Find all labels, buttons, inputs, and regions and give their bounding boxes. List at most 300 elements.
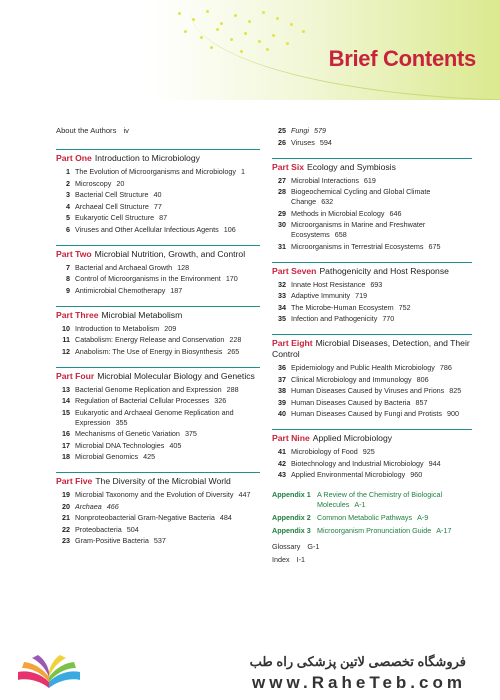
page-title: Brief Contents bbox=[328, 46, 476, 71]
index-label: Index bbox=[272, 555, 290, 564]
footer-banner bbox=[0, 646, 500, 700]
chapter-number: 6 bbox=[66, 224, 70, 234]
chapter-number: 15 bbox=[62, 407, 70, 417]
appendix-title: A Review of the Chemistry of Biological Molecules bbox=[317, 490, 443, 509]
chapter-title: Fungi bbox=[291, 126, 309, 135]
chapter-text bbox=[75, 324, 260, 334]
chapter-entry[interactable] bbox=[272, 176, 472, 186]
decorative-dot bbox=[220, 22, 223, 25]
chapter-number: 41 bbox=[278, 447, 286, 456]
part-label: Part One bbox=[56, 153, 92, 163]
chapter-number: 12 bbox=[62, 346, 70, 356]
part-section bbox=[56, 245, 260, 296]
chapter-number: 3 bbox=[66, 190, 70, 199]
book-logo-icon bbox=[14, 652, 84, 694]
chapter-title: Biotechnology and Industrial Microbiology bbox=[291, 458, 424, 468]
chapter-entry[interactable] bbox=[272, 280, 472, 290]
part-section bbox=[272, 429, 472, 480]
chapter-number: 34 bbox=[278, 302, 286, 312]
glossary-entry[interactable] bbox=[272, 542, 472, 552]
chapter-entry[interactable] bbox=[56, 213, 260, 223]
chapter-title: Archaeal Cell Structure bbox=[75, 201, 149, 211]
decorative-dot bbox=[210, 46, 213, 49]
chapter-number: 32 bbox=[278, 279, 286, 289]
chapter-text bbox=[75, 263, 260, 273]
part-heading[interactable] bbox=[56, 245, 260, 260]
chapter-page: 658 bbox=[334, 230, 347, 239]
right-parts-list bbox=[272, 158, 472, 481]
chapter-title: Methods in Microbial Ecology bbox=[291, 208, 385, 218]
chapter-entry[interactable] bbox=[272, 303, 472, 313]
chapter-title: Bacterial and Archaeal Growth bbox=[75, 262, 173, 272]
chapter-title: Microscopy bbox=[75, 178, 112, 188]
chapter-entry[interactable] bbox=[272, 470, 472, 480]
part-title: Applied Microbiology bbox=[312, 433, 393, 443]
chapter-title: Human Diseases Caused by Viruses and Prions bbox=[291, 386, 445, 395]
chapter-page: 209 bbox=[164, 323, 177, 333]
part-section bbox=[272, 262, 472, 325]
store-name: فروشگاه تخصصی لاتین پزشکی راه طب bbox=[249, 654, 466, 669]
chapter-text bbox=[291, 280, 472, 290]
back-matter bbox=[272, 542, 472, 565]
appendix-page: A-9 bbox=[417, 513, 429, 522]
chapter-entry[interactable] bbox=[56, 347, 260, 357]
chapter-title: Anabolism: The Use of Energy in Biosynthesis bbox=[75, 346, 223, 356]
part-heading[interactable] bbox=[56, 306, 260, 321]
chapter-title: Microbial Taxonomy and the Evolution of Diversity bbox=[75, 490, 234, 499]
chapter-text bbox=[291, 291, 472, 301]
chapter-number: 19 bbox=[62, 490, 70, 499]
chapter-text bbox=[291, 459, 472, 469]
appendix-label: Appendix 3 bbox=[272, 526, 311, 535]
chapter-page: 825 bbox=[449, 386, 462, 395]
chapter-entry[interactable] bbox=[56, 513, 260, 523]
chapter-page: 87 bbox=[159, 213, 168, 222]
decorative-dot bbox=[184, 30, 187, 33]
chapter-page: 632 bbox=[321, 197, 334, 206]
chapter-text bbox=[75, 513, 260, 523]
chapter-text bbox=[75, 347, 260, 357]
decorative-dot bbox=[266, 48, 269, 51]
part-title: Ecology and Symbiosis bbox=[307, 161, 396, 172]
part-heading[interactable] bbox=[272, 262, 472, 277]
chapter-text bbox=[75, 408, 260, 428]
chapter-page: 170 bbox=[225, 274, 238, 283]
chapter-text bbox=[291, 386, 472, 396]
chapter-title: Viruses and Other Acellular Infectious Agents bbox=[75, 224, 219, 234]
chapter-entry[interactable] bbox=[272, 291, 472, 301]
chapter-page: 857 bbox=[415, 397, 428, 407]
chapter-number: 4 bbox=[66, 201, 70, 211]
chapter-text bbox=[291, 314, 472, 324]
appendix-label: Appendix 1 bbox=[272, 490, 311, 499]
chapter-entry[interactable] bbox=[272, 209, 472, 219]
chapter-title: Eukaryotic and Archaeal Genome Replication and Expression bbox=[75, 407, 234, 427]
glossary-page: G-1 bbox=[307, 542, 320, 551]
chapter-page: 537 bbox=[153, 536, 166, 545]
chapter-number: 13 bbox=[62, 384, 70, 394]
glossary-label: Glossary bbox=[272, 542, 301, 551]
part-section bbox=[56, 306, 260, 357]
chapter-title: Eukaryotic Cell Structure bbox=[75, 213, 155, 222]
chapter-entry[interactable] bbox=[56, 190, 260, 200]
chapter-text bbox=[291, 363, 472, 373]
chapter-entry[interactable] bbox=[56, 263, 260, 273]
chapter-entry[interactable] bbox=[56, 274, 260, 284]
chapter-page: 675 bbox=[428, 241, 441, 251]
chapter-number: 9 bbox=[66, 285, 70, 295]
part-label: Part Six bbox=[272, 161, 305, 172]
decorative-dot bbox=[258, 40, 261, 43]
chapter-number: 40 bbox=[278, 409, 286, 418]
chapter-page: 944 bbox=[428, 458, 441, 468]
chapter-number: 31 bbox=[278, 241, 286, 251]
chapter-text bbox=[291, 303, 472, 313]
index-entry[interactable] bbox=[272, 555, 472, 565]
chapter-text bbox=[291, 187, 472, 207]
part-label: Part Nine bbox=[272, 433, 310, 443]
chapter-text bbox=[75, 213, 260, 223]
chapter-title: Control of Microorganisms in the Environment bbox=[75, 274, 221, 283]
chapter-title: Gram-Positive Bacteria bbox=[75, 536, 149, 545]
about-label: About the Authors bbox=[56, 126, 117, 135]
part-section bbox=[56, 149, 260, 235]
chapter-title: Bacterial Cell Structure bbox=[75, 190, 149, 199]
chapter-title: The Microbe-Human Ecosystem bbox=[291, 302, 394, 312]
chapter-number: 22 bbox=[62, 524, 70, 534]
chapter-title: Archaea bbox=[75, 501, 102, 511]
appendix-page: A-1 bbox=[354, 500, 366, 509]
part-section bbox=[272, 158, 472, 252]
page-header bbox=[0, 0, 500, 100]
chapter-number: 21 bbox=[62, 513, 70, 522]
chapter-text bbox=[75, 525, 260, 535]
decorative-dot bbox=[200, 36, 203, 39]
chapter-entry[interactable] bbox=[272, 386, 472, 396]
chapter-title: Antimicrobial Chemotherapy bbox=[75, 285, 166, 295]
chapter-number: 26 bbox=[278, 137, 286, 147]
chapter-page: 425 bbox=[143, 452, 156, 461]
appendix-label: Appendix 2 bbox=[272, 513, 311, 522]
chapter-title: Microbial Interactions bbox=[291, 175, 359, 185]
chapter-text bbox=[75, 441, 260, 451]
appendix-entry[interactable] bbox=[272, 513, 472, 523]
chapter-number: 16 bbox=[62, 429, 70, 438]
chapter-page: 326 bbox=[214, 396, 227, 405]
chapter-entry[interactable] bbox=[272, 220, 472, 240]
chapter-page: 20 bbox=[116, 178, 125, 188]
chapter-entry[interactable] bbox=[56, 396, 260, 406]
chapter-number: 2 bbox=[66, 178, 70, 188]
decorative-dot bbox=[234, 14, 237, 17]
chapter-entry[interactable] bbox=[272, 363, 472, 373]
chapter-page: 719 bbox=[355, 291, 368, 300]
chapter-entry[interactable] bbox=[56, 324, 260, 334]
chapter-text bbox=[75, 335, 260, 345]
part-heading[interactable] bbox=[56, 149, 260, 164]
chapter-page: 594 bbox=[319, 137, 332, 147]
part-heading[interactable] bbox=[56, 472, 260, 487]
chapter-page: 128 bbox=[177, 262, 190, 272]
chapter-text bbox=[75, 502, 260, 512]
chapter-title: Microorganisms in Terrestrial Ecosystems bbox=[291, 241, 424, 251]
part-section bbox=[56, 367, 260, 463]
part-label: Part Five bbox=[56, 476, 93, 486]
chapter-page: 646 bbox=[389, 208, 402, 218]
chapter-text bbox=[75, 396, 260, 406]
chapter-number: 39 bbox=[278, 397, 286, 407]
chapter-number: 1 bbox=[66, 167, 70, 176]
chapter-entry[interactable] bbox=[272, 138, 472, 148]
continued-chapters bbox=[272, 126, 472, 148]
chapter-text bbox=[291, 470, 472, 480]
chapter-number: 18 bbox=[62, 452, 70, 461]
chapter-entry[interactable] bbox=[56, 502, 260, 512]
decorative-dot bbox=[216, 28, 219, 31]
chapter-title: Infection and Pathogenicity bbox=[291, 314, 378, 323]
appendix-entry[interactable] bbox=[272, 526, 472, 536]
chapter-page: 187 bbox=[170, 285, 183, 295]
chapter-page: 579 bbox=[313, 126, 326, 135]
decorative-dot bbox=[276, 17, 279, 20]
chapter-text bbox=[75, 179, 260, 189]
chapter-number: 33 bbox=[278, 291, 286, 300]
part-heading[interactable] bbox=[272, 429, 472, 444]
chapter-text bbox=[291, 398, 472, 408]
chapter-page: 925 bbox=[362, 447, 375, 456]
chapter-number: 38 bbox=[278, 386, 286, 395]
chapter-number: 5 bbox=[66, 213, 70, 222]
part-title: Introduction to Microbiology bbox=[94, 153, 200, 163]
part-label: Part Four bbox=[56, 370, 95, 381]
part-label: Part Seven bbox=[272, 265, 317, 276]
chapter-number: 29 bbox=[278, 208, 286, 218]
chapter-number: 7 bbox=[66, 262, 70, 272]
chapter-page: 77 bbox=[153, 201, 162, 211]
chapter-entry[interactable] bbox=[56, 179, 260, 189]
chapter-number: 30 bbox=[278, 220, 286, 229]
chapter-page: 355 bbox=[115, 417, 128, 427]
chapter-title: Bacterial Genome Replication and Expression bbox=[75, 384, 222, 394]
appendix-text bbox=[317, 490, 472, 510]
chapter-number: 25 bbox=[278, 126, 286, 135]
decorative-dot bbox=[206, 10, 209, 13]
chapter-page: 960 bbox=[410, 470, 423, 479]
part-title: The Diversity of the Microbial World bbox=[95, 476, 231, 486]
chapter-title: Human Diseases Caused by Fungi and Protists bbox=[291, 409, 443, 418]
chapter-entry[interactable] bbox=[56, 525, 260, 535]
chapter-text bbox=[291, 409, 472, 419]
chapter-entry[interactable] bbox=[272, 398, 472, 408]
chapter-text bbox=[291, 176, 472, 186]
chapter-text bbox=[291, 138, 472, 148]
part-title: Microbial Metabolism bbox=[101, 309, 183, 320]
chapter-entry[interactable] bbox=[56, 225, 260, 235]
chapter-entry[interactable] bbox=[272, 459, 472, 469]
chapter-entry[interactable] bbox=[56, 441, 260, 451]
part-heading[interactable] bbox=[56, 367, 260, 382]
chapter-text bbox=[75, 274, 260, 284]
chapter-number: 42 bbox=[278, 458, 286, 468]
chapter-text bbox=[75, 167, 260, 177]
decorative-dot bbox=[178, 12, 181, 15]
chapter-title: Catabolism: Energy Release and Conservation bbox=[75, 335, 225, 344]
chapter-text bbox=[75, 452, 260, 462]
chapter-title: Regulation of Bacterial Cellular Processes bbox=[75, 396, 210, 405]
chapter-number: 36 bbox=[278, 363, 286, 372]
decorative-dot bbox=[302, 30, 305, 33]
chapter-title: Proteobacteria bbox=[75, 524, 122, 534]
chapter-text bbox=[75, 286, 260, 296]
chapter-page: 900 bbox=[447, 409, 460, 418]
decorative-dot bbox=[262, 11, 265, 14]
chapter-number: 14 bbox=[62, 396, 70, 405]
chapter-number: 28 bbox=[278, 187, 286, 196]
appendix-entry[interactable] bbox=[272, 490, 472, 510]
decorative-dot bbox=[248, 20, 251, 23]
decorative-dot bbox=[192, 18, 195, 21]
chapter-text bbox=[75, 536, 260, 546]
chapter-number: 27 bbox=[278, 175, 286, 185]
chapter-entry[interactable] bbox=[56, 429, 260, 439]
chapter-page: 484 bbox=[219, 513, 232, 522]
chapter-page: 288 bbox=[226, 384, 239, 394]
appendix-title: Common Metabolic Pathways bbox=[317, 513, 413, 522]
chapter-text bbox=[75, 429, 260, 439]
chapter-entry[interactable] bbox=[272, 409, 472, 419]
chapter-page: 504 bbox=[126, 524, 139, 534]
part-heading[interactable] bbox=[272, 158, 472, 173]
chapter-title: Epidemiology and Public Health Microbiology bbox=[291, 363, 435, 372]
appendix-page: A-17 bbox=[436, 526, 452, 535]
right-column bbox=[272, 126, 472, 568]
decorative-dots bbox=[170, 8, 320, 68]
chapter-number: 37 bbox=[278, 374, 286, 384]
chapter-title: Microorganisms in Marine and Freshwater Ecosystems bbox=[291, 220, 426, 239]
chapter-number: 10 bbox=[62, 323, 70, 333]
part-label: Part Eight bbox=[272, 338, 313, 348]
chapter-text bbox=[291, 447, 472, 457]
chapter-title: Innate Host Resistance bbox=[291, 279, 366, 289]
part-heading[interactable] bbox=[272, 334, 472, 360]
chapter-entry[interactable] bbox=[272, 375, 472, 385]
chapter-text bbox=[75, 490, 260, 500]
chapter-text bbox=[75, 225, 260, 235]
decorative-dot bbox=[244, 32, 247, 35]
chapter-entry[interactable] bbox=[56, 536, 260, 546]
chapter-text bbox=[75, 190, 260, 200]
chapter-page: 806 bbox=[416, 374, 429, 384]
chapter-page: 228 bbox=[229, 335, 242, 344]
chapter-entry[interactable] bbox=[272, 314, 472, 324]
about-authors-entry[interactable] bbox=[56, 126, 260, 135]
store-url[interactable]: www.RaheTeb.com bbox=[252, 673, 466, 692]
chapter-title: Introduction to Metabolism bbox=[75, 323, 160, 333]
index-page: I-1 bbox=[296, 555, 305, 564]
part-section bbox=[272, 334, 472, 419]
chapter-page: 447 bbox=[238, 490, 251, 499]
chapter-entry[interactable] bbox=[56, 385, 260, 395]
part-label: Part Three bbox=[56, 309, 99, 320]
chapter-number: 23 bbox=[62, 536, 70, 545]
chapter-page: 619 bbox=[363, 175, 376, 185]
chapter-entry[interactable] bbox=[272, 126, 472, 136]
chapter-title: Biogeochemical Cycling and Global Climate Change bbox=[291, 187, 431, 206]
chapter-page: 375 bbox=[184, 429, 197, 438]
chapter-page: 466 bbox=[106, 501, 119, 511]
chapter-number: 11 bbox=[62, 335, 70, 344]
chapter-entry[interactable] bbox=[56, 452, 260, 462]
chapter-number: 20 bbox=[62, 501, 70, 511]
chapter-number: 43 bbox=[278, 470, 286, 479]
appendix-list bbox=[272, 490, 472, 536]
chapter-page: 40 bbox=[153, 190, 162, 199]
chapter-page: 752 bbox=[398, 302, 411, 312]
part-title: Microbial Diseases, Detection, and Their Control bbox=[272, 338, 470, 359]
chapter-title: Microbial Genomics bbox=[75, 452, 139, 461]
chapter-entry[interactable] bbox=[272, 187, 472, 207]
chapter-entry[interactable] bbox=[56, 167, 260, 177]
chapter-text bbox=[291, 242, 472, 252]
chapter-entry[interactable] bbox=[56, 335, 260, 345]
appendix-title: Microorganism Pronunciation Guide bbox=[317, 526, 432, 535]
part-title: Microbial Molecular Biology and Genetics bbox=[97, 370, 255, 381]
chapter-title: Nonproteobacterial Gram-Negative Bacteria bbox=[75, 513, 215, 522]
decorative-dot bbox=[230, 38, 233, 41]
chapter-page: 405 bbox=[169, 440, 182, 450]
chapter-entry[interactable] bbox=[56, 202, 260, 212]
chapter-title: Mechanisms of Genetic Variation bbox=[75, 429, 180, 438]
chapter-number: 17 bbox=[62, 440, 70, 450]
chapter-page: 106 bbox=[223, 224, 236, 234]
chapter-text bbox=[291, 126, 472, 136]
chapter-entry[interactable] bbox=[56, 408, 260, 428]
decorative-dot bbox=[240, 50, 243, 53]
chapter-text bbox=[75, 202, 260, 212]
appendix-text bbox=[317, 526, 472, 536]
chapter-title: Microbiology of Food bbox=[291, 447, 358, 456]
chapter-title: Adaptive Immunity bbox=[291, 291, 351, 300]
chapter-page: 693 bbox=[370, 279, 383, 289]
left-parts-list bbox=[56, 149, 260, 546]
chapter-entry[interactable] bbox=[56, 286, 260, 296]
chapter-page: 770 bbox=[382, 314, 395, 323]
chapter-page: 1 bbox=[241, 167, 245, 176]
part-label: Part Two bbox=[56, 248, 92, 259]
chapter-text bbox=[291, 375, 472, 385]
chapter-title: Viruses bbox=[291, 137, 315, 147]
chapter-text bbox=[291, 209, 472, 219]
chapter-number: 35 bbox=[278, 314, 286, 323]
decorative-dot bbox=[272, 34, 275, 37]
chapter-entry[interactable] bbox=[272, 447, 472, 457]
chapter-title: Microbial DNA Technologies bbox=[75, 440, 165, 450]
chapter-page: 265 bbox=[227, 346, 240, 356]
part-title: Pathogenicity and Host Response bbox=[319, 265, 449, 276]
appendix-text bbox=[317, 513, 472, 523]
part-title: Microbial Nutrition, Growth, and Control bbox=[94, 248, 246, 259]
decorative-dot bbox=[286, 42, 289, 45]
chapter-entry[interactable] bbox=[272, 242, 472, 252]
chapter-title: Human Diseases Caused by Bacteria bbox=[291, 397, 411, 407]
part-section bbox=[56, 472, 260, 546]
chapter-text bbox=[75, 385, 260, 395]
chapter-title: Applied Environmental Microbiology bbox=[291, 470, 406, 479]
chapter-entry[interactable] bbox=[56, 490, 260, 500]
chapter-number: 8 bbox=[66, 274, 70, 283]
chapter-title: The Evolution of Microorganisms and Microbiology bbox=[75, 167, 236, 176]
chapter-page: 786 bbox=[439, 363, 452, 372]
